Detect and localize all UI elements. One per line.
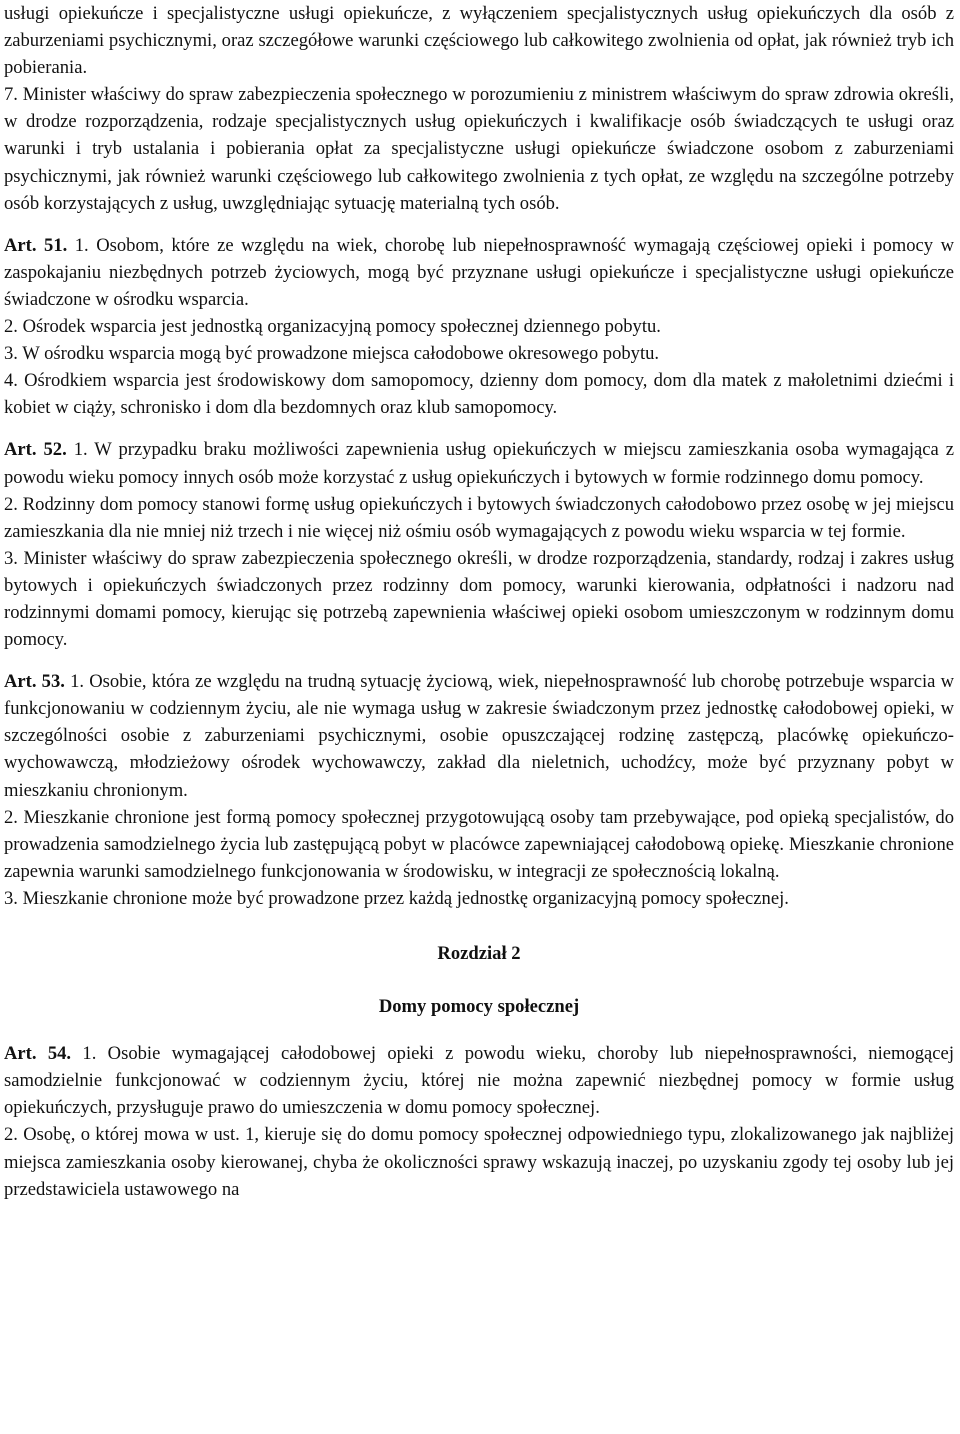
art-51-text-1: 1. Osobom, które ze względu na wiek, chorobę lub niepełnosprawność wymagają częściowej opieki i pomocy w zaspokajaniu niezbędnych potrzeb życiowych, mogą być przyznane usługi opiekuńcze i specjalistyczne usługi opiekuńcze świadczone w ośrodku wsparcia.	[4, 234, 954, 310]
art-53-text-1: 1. Osobie, która ze względu na trudną sytuację życiową, wiek, niepełnosprawność lub chorobę potrzebuje wsparcia w funkcjonowaniu w codziennym życiu, ale nie wymaga usług w zakresie świadczonym przez jednostkę całodobowej opieki, w szczególności osobie z zaburzeniami psychicznymi, osobie opuszczającej rodzinę zastępczą, placówkę opiekuńczo-wychowawczą, młodzieżowy ośrodek wychowawczy, zakład dla nieletnich, uchodźcy, może być przyznany pobyt w mieszkaniu chronionym.	[4, 671, 954, 801]
art-53-para-1	[4, 668, 954, 803]
document-page	[4, 0, 954, 1203]
art-51-label: Art. 51.	[4, 234, 68, 256]
art-52-para-1	[4, 436, 954, 490]
art-51-para-4: 4. Ośrodkiem wsparcia jest środowiskowy dom samopomocy, dzienny dom pomocy, dom dla matek z małoletnimi dziećmi i kobiet w ciąży, schronisko i dom dla bezdomnych oraz klub samopomocy.	[4, 370, 954, 419]
chapter-number: Rozdział 2	[437, 943, 521, 964]
art-53-label: Art. 53.	[4, 671, 65, 693]
art-54-para-1	[4, 1040, 954, 1121]
art-52-para-2: 2. Rodzinny dom pomocy stanowi formę usług opiekuńczych i bytowych świadczonych całodobowo przez osobę w jej miejscu zamieszkania dla nie mniej niż trzech i nie więcej niż ośmiu osób wymagających z powodu wieku wsparcia w tej formie.	[4, 493, 954, 542]
art-54-text-1: 1. Osobie wymagającej całodobowej opieki z powodu wieku, choroby lub niepełnosprawności, niemogącej samodzielnie funkcjonować w codziennym życiu, której nie można zapewnić niezbędnej pomocy w formie usług opiekuńczych, przysługuje prawo do umieszczenia w domu pomocy społecznej.	[4, 1043, 954, 1119]
chapter-title: Domy pomocy społecznej	[378, 996, 580, 1018]
art-52-text-1: 1. W przypadku braku możliwości zapewnienia usług opiekuńczych w miejscu zamieszkania osoba wymagająca z powodu wieku pomocy innych osób może korzystać z usług opiekuńczych i bytowych w formie rodzinnego domu pomocy.	[4, 439, 954, 488]
art-54-label: Art. 54.	[4, 1043, 72, 1065]
art-53-para-2: 2. Mieszkanie chronione jest formą pomocy społecznej przygotowującą osoby tam przebywające, pod opieką specjalistów, do prowadzenia samodzielnego życia lub zastępującą pobyt w placówce zapewniającej całodobową opiekę. Mieszkanie chronione zapewnia warunki samodzielnego funkcjonowania w środowisku, w integracji ze społecznością lokalną.	[4, 806, 954, 882]
art-53-para-3: 3. Mieszkanie chronione może być prowadzone przez każdą jednostkę organizacyjną pomocy społecznej.	[4, 887, 789, 909]
art-52-label: Art. 52.	[4, 439, 67, 461]
art-51-para-2: 2. Ośrodek wsparcia jest jednostką organizacyjną pomocy społecznej dziennego pobytu.	[4, 316, 661, 338]
art-52-para-3: 3. Minister właściwy do spraw zabezpieczenia społecznego określi, w drodze rozporządzenia, standardy, rodzaj i zakres usług bytowych i opiekuńczych świadczonych przez rodzinny dom pomocy, warunki kierowania, odpłatności i nadzoru nad rodzinnymi domami pomocy, kierując się potrzebą zapewnienia właściwej opieki osobom umieszczonym w rodzinnym domu pomocy.	[4, 547, 954, 651]
art-51-para-1	[4, 232, 954, 313]
art-54-para-2: 2. Osobę, o której mowa w ust. 1, kieruje się do domu pomocy społecznej odpowiedniego typu, zlokalizowanego jak najbliżej miejsca zamieszkania osoby kierowanej, chyba że okoliczności sprawy wskazują inaczej, po uzyskaniu zgody tej osoby lub jej przedstawiciela ustawowego na	[4, 1124, 954, 1200]
paragraph-7: 7. Minister właściwy do spraw zabezpieczenia społecznego w porozumieniu z ministrem właściwym do spraw zdrowia określi, w drodze rozporządzenia, rodzaje specjalistycznych usług opiekuńczych i kwalifikacje osób świadczących te usługi oraz warunki i tryb ustalania i pobierania opłat za specjalistyczne usługi opiekuńcze świadczone osobom z zaburzeniami psychicznymi, jak również warunki częściowego lub całkowitego zwolnienia z tych opłat, ze względu na szczególne potrzeby osób korzystających z usług, uwzględniając sytuację materialną tych osób.	[4, 84, 954, 214]
paragraph-continued: usługi opiekuńcze i specjalistyczne usługi opiekuńcze, z wyłączeniem specjalistycznych usług opiekuńczych dla osób z zaburzeniami psychicznymi, oraz szczegółowe warunki częściowego lub całkowitego zwolnienia od opłat, jak również tryb ich pobierania.	[4, 3, 954, 79]
art-51-para-3: 3. W ośrodku wsparcia mogą być prowadzone miejsca całodobowe okresowego pobytu.	[4, 343, 660, 365]
